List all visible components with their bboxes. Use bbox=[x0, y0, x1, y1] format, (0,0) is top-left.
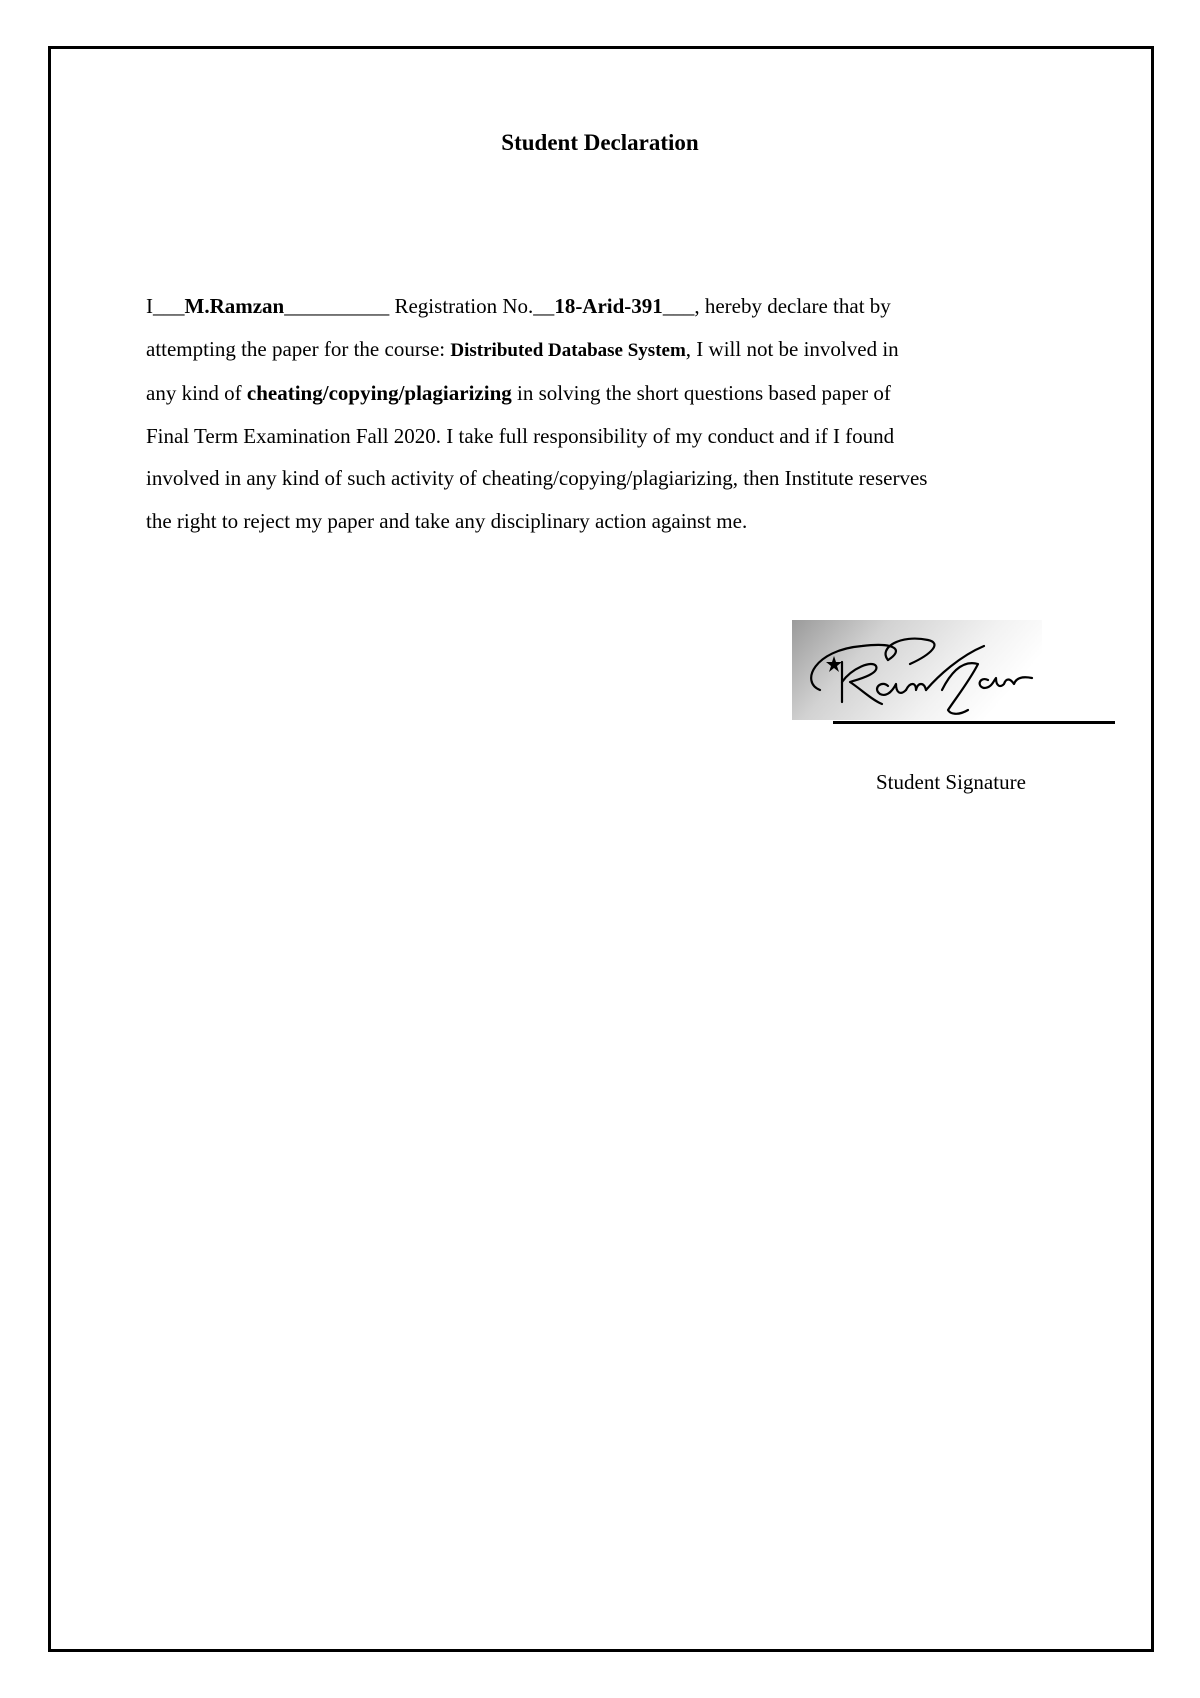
signature-label: Student Signature bbox=[876, 770, 1026, 794]
name-blank: __________ bbox=[284, 294, 390, 318]
registration-label: Registration No.__ bbox=[389, 294, 555, 318]
line-1-end: , hereby declare that by bbox=[694, 294, 891, 318]
registration-number: 18-Arid-391 bbox=[554, 294, 663, 318]
signature-image bbox=[792, 620, 1042, 720]
handwritten-signature bbox=[792, 620, 1042, 720]
name-prefix: I___ bbox=[146, 294, 185, 318]
declaration-paragraph bbox=[146, 285, 1076, 542]
signature-line bbox=[833, 721, 1115, 724]
declaration-line-1 bbox=[146, 285, 1076, 328]
registration-blank: ___ bbox=[662, 294, 695, 318]
misconduct-terms: cheating/copying/plagiarizing bbox=[246, 381, 512, 405]
line-3-start: any kind of bbox=[146, 381, 247, 405]
declaration-line-2 bbox=[146, 328, 1076, 373]
declaration-line-3 bbox=[146, 372, 1076, 415]
line-2-end: , I will not be involved in bbox=[685, 336, 899, 361]
line-2-start: attempting the paper for the course: bbox=[146, 336, 451, 361]
declaration-line-6: the right to reject my paper and take any disciplinary action against me. bbox=[146, 508, 748, 533]
declaration-line-5: involved in any kind of such activity of cheating/copying/plagiarizing, then Institute reserves bbox=[146, 466, 928, 490]
course-name: Distributed Database System bbox=[450, 339, 686, 361]
line-3-end: in solving the short questions based paper of bbox=[511, 381, 891, 405]
declaration-line-4: Final Term Examination Fall 2020. I take full responsibility of my conduct and if I found bbox=[146, 423, 895, 448]
student-name: M.Ramzan bbox=[184, 294, 285, 318]
document-title: Student Declaration bbox=[501, 130, 699, 155]
